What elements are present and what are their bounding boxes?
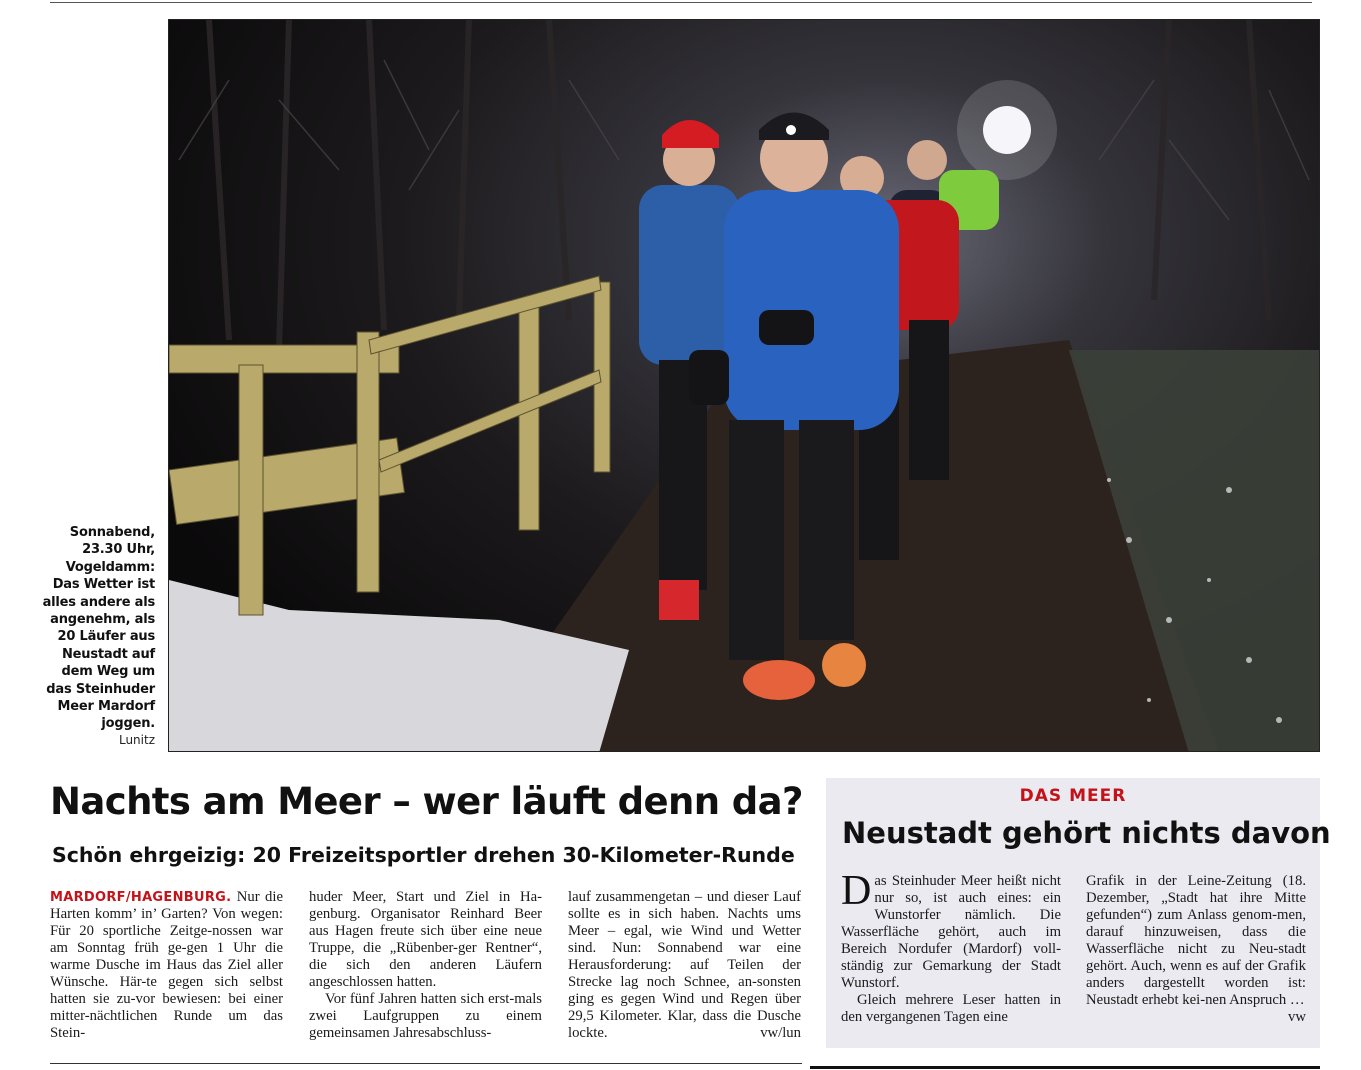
column-2-paragraph-1: huder Meer, Start und Ziel in Ha-genburg. Organisator Reinhard Beer aus Hagen freute sich über eine neue Truppe, die „Rübenber-ger Rentner“, die sich den anderen Läufern angeschlossen hatten.	[309, 889, 542, 990]
article-headline: Nachts am Meer – wer läuft denn da?	[50, 780, 803, 823]
sidebar-box	[826, 778, 1331, 1048]
author-initials: vw/lun	[760, 1025, 801, 1041]
column-1-text: Nur die Harten komm’ in’ Garten? Von wegen: Für 20 sportliche Zeitge-nossen war am Sonntag früh ge-gen 1 Uhr die warme Dusche im Haus das Ziel aller Wünsche. Här-te gegen sich selbst hatten sie zu-vor bewiesen: bei einer mitter-nächtlichen Runde um das Stein-	[50, 889, 283, 1041]
article-column-2	[309, 889, 542, 1042]
article-column-1	[50, 889, 283, 1042]
sidebar-bottom-rule	[810, 1066, 1320, 1069]
top-rule	[50, 2, 1312, 3]
sidebar-title: Neustadt gehört nichts davon	[842, 816, 1331, 850]
photo-night-runners	[168, 19, 1320, 752]
article-column-3	[568, 889, 801, 1042]
sidebar-initials: vw	[1288, 1009, 1306, 1025]
article-bottom-rule	[50, 1063, 802, 1064]
sidebar-column-2-text: Grafik in der Leine-Zeitung (18. Dezember, „Stadt hat ihre Mitte gefunden“) zum Anlass genom-men, darauf hinzuweisen, dass die Wasserfläche nicht zu Neu-stadt gehört. Auch, wenn es auf der Grafik anders dargestellt worden ist: Neustadt erhebt kei-nen Anspruch …	[1086, 873, 1306, 1008]
article-subhead: Schön ehrgeizig: 20 Freizeitsportler drehen 30-Kilometer-Runde	[52, 843, 795, 867]
photo-scene	[169, 20, 1320, 752]
sidebar-column-2	[1086, 873, 1306, 1026]
sidebar-dropcap: D	[841, 868, 872, 914]
column-2-paragraph-2: Vor fünf Jahren hatten sich erst-mals zwei Laufgruppen zu einem gemeinsamen Jahresabschluss-	[309, 991, 542, 1041]
sidebar-column-1-paragraph-2: Gleich mehrere Leser hatten in den vergangenen Tagen eine	[841, 992, 1061, 1025]
sidebar-column-1-text: as Steinhuder Meer heißt nicht nur so, ist auch eines: ein Wunstorfer nämlich. Die Wasserfläche gehört, auch im Bereich Nordufer (Mardorf) voll-ständig zur Gemarkung der Stadt Wunstorf.	[841, 873, 1061, 991]
photo-caption: Sonnabend, 23.30 Uhr, Vogeldamm: Das Wetter ist alles andere als angenehm, als 20 Läufer aus Neustadt auf dem Weg um das Steinhuder Meer Mardorf joggen.	[42, 525, 155, 732]
dateline: MARDORF/HAGENBURG.	[50, 890, 232, 905]
column-3-text: lauf zusammengetan – und dieser Lauf sollte es in sich haben. Nachts ums Meer – egal, wie Wind und Wetter sind. Nun: Sonnabend war eine Herausforderung: auf Teilen der Strecke lag noch Schnee, an-sonsten ging es gegen Wind und Regen über 29,5 Kilometer. Klar, dass die Dusche lockte.	[568, 889, 801, 1041]
sidebar-kicker: DAS MEER	[1019, 786, 1127, 806]
sidebar-column-1	[841, 868, 1061, 1026]
photo-credit: Lunitz	[118, 733, 155, 747]
